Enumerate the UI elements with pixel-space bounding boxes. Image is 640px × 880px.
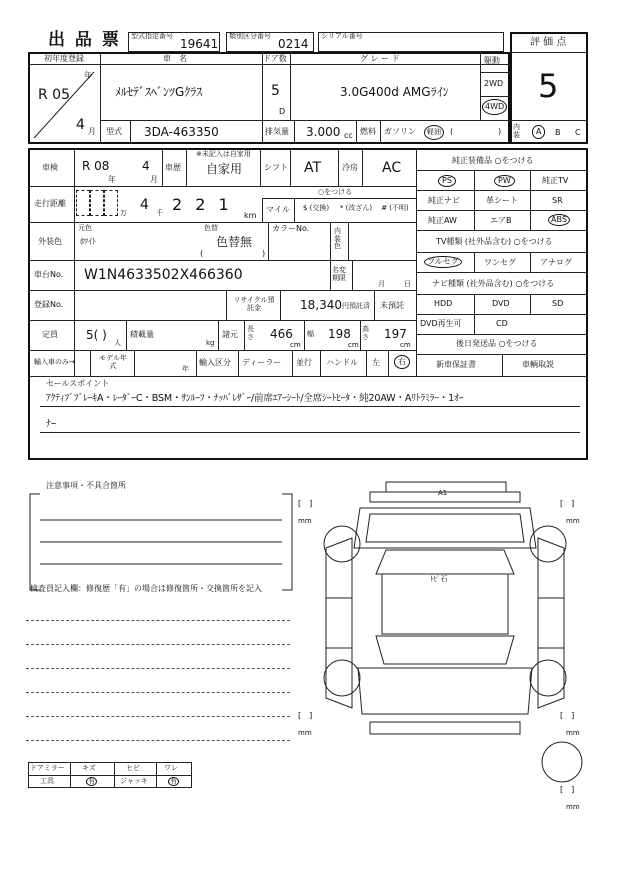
inspection-year: R 08 [82,159,110,173]
class-no: 0214 [278,37,309,51]
fuel-gasoline: ガソリン [384,127,416,136]
equip-pw: PW [494,175,515,187]
interior-label: 内装 [513,123,520,139]
damage-roof: ﾄﾋﾟ石 [430,575,448,583]
drive-2wd: 2WD [484,79,504,88]
interior-b: B [555,128,561,137]
damage-a1: A1 [438,489,448,497]
navi-dvd: DVD [492,299,510,308]
width-value: 198 [328,327,351,341]
import-label: 輸入車のみ→ [34,358,75,366]
form-title: 出 品 票 [48,30,121,50]
score-label: 評 価 点 [530,37,567,48]
grade-label: グ レ ー ド [360,54,400,63]
history-value: 自家用 [206,162,243,176]
equip-sr: SR [552,196,563,205]
car-name: ﾒﾙｾﾃﾞｽﾍﾞﾝﾂGｸﾗｽ [115,85,203,99]
equip-airbag: エアB [490,216,512,225]
tv-oneseg: ワンセグ [484,258,516,267]
interior-c: C [575,128,581,137]
vin-label: 車台No. [34,270,64,279]
length-value: 466 [270,327,293,341]
mile-label: マイル [266,205,290,214]
first-reg-label: 初年度登録 [44,54,84,63]
interior-color-label: 内装色 [334,227,341,251]
circle-note: ○をつける [318,188,353,196]
first-reg-month: 4 [76,117,85,133]
first-reg-month-unit: 月 [88,127,96,136]
accessory-warranty: 新車保証書 [436,360,476,369]
drive-4wd: 4WD [482,99,507,115]
displacement-label: 排気量 [265,127,289,136]
tools-present: 有 [88,777,95,785]
tv-fullseg: フルセグ [424,256,462,268]
sales-label: セールスポイント [46,379,110,388]
repaint-value: 色替無 [216,235,253,249]
model-value: 3DA-463350 [144,125,219,139]
inspection-month: 4 [142,159,150,173]
tv-title: TV種類 (社外品含む) ○をつける [436,237,553,246]
dims-label: 諸元 [222,330,238,339]
handle-left: 左 [372,358,380,367]
equip-navi: 純正ナビ [428,196,460,205]
navi-hdd: HDD [434,299,453,308]
fuel-paren: ( [450,127,454,136]
history-note: ※未記入は自家用 [196,150,251,158]
import-dealer: ディーラー [242,358,282,367]
doors-label: ドア数 [263,54,287,63]
sales-line-1: ｱｸﾃｨﾌﾞﾌﾞﾚｰｷA・ﾚｰﾀﾞｰC・BSM・ｻﾝﾙｰﾌ・ﾅｯﾊﾟﾚｻﾞｰ/前席ｴｱｰｼｰﾄ/全席ｼｰﾄﾋｰﾀ・純20AW・Aﾘﾄﾗﾐﾗｰ・1ｵｰ [46,393,464,404]
first-reg-year-unit: 年 [84,71,92,80]
model-label: 型式 [106,127,122,136]
displacement-value: 3.000 [306,125,341,139]
first-reg-era: R 05 [38,87,70,103]
opt-exchange: $ (交換) [302,204,330,212]
handle-right: 右 [394,355,410,369]
tv-analog: アナログ [540,258,572,267]
door-suffix: D [279,107,286,116]
opt-unknown: # (不明) [381,204,409,212]
recycle-label: リサイクル預託金 [233,296,275,313]
serial-label: シリアル番号 [321,32,363,40]
fuel-diesel: 軽油 [424,125,444,140]
grade-value: 3.0G400d AMGﾗｲﾝ [340,85,449,99]
car-name-label: 車 名 [163,54,187,63]
opt-tampered: * (改ざん) [339,204,373,212]
navi-dvd-play: DVD再生可 [420,319,462,328]
navi-cd: CD [496,319,508,328]
load-label: 積載量 [130,330,154,339]
mileage-label: 走行距離 [34,199,66,208]
equip-abs: ABS [548,214,570,226]
notes-label: 注意事項・不具合箇所 [46,481,126,490]
fuel-label: 燃料 [360,127,376,136]
navi-sd: SD [552,299,564,308]
not-deposited: 未預託 [380,301,404,310]
equip-ps: PS [438,175,456,187]
drive-label: 駆動 [484,56,500,65]
score-value: 5 [538,67,559,105]
import-parallel: 並行 [296,358,312,367]
sales-line-2: ﾅｰ [46,419,56,430]
type-cert-no: 19641 [180,37,219,51]
import-class-label: 輸入区分 [199,358,231,367]
ac-label: 冷房 [342,163,358,172]
accessory-title: 後日発送品 ○をつける [456,339,538,348]
equip-title: 純正装備品 ○をつける [452,156,534,165]
inspector-label: 検査員記入欄：修復歴「有」の場合は修復箇所・交換箇所を記入 [30,584,262,593]
height-value: 197 [384,327,407,341]
inspection-label: 車検 [42,163,58,172]
equip-aw: 純正AW [428,216,457,225]
capacity-label: 定員 [42,330,58,339]
vin-value: W1N4633502X466360 [84,267,243,283]
name-change-label: 名変期限 [332,266,346,283]
color-no-label: カラーNo. [272,224,310,233]
recycle-amount: 18,340 [300,298,342,312]
car-diagram [300,478,600,808]
mileage-rest: 2 2 1 [172,195,233,214]
handle-label: ハンドル [326,358,358,367]
door-count: 5 [271,83,280,99]
accessory-manual: 車輌取説 [522,360,554,369]
class-label: 類別区分番号 [229,32,271,40]
jack-present: 有 [170,777,177,785]
capacity-value: 5( ) [86,328,107,342]
navi-title: ナビ種類 (社外品含む) ○をつける [432,279,555,288]
color-label: 外装色 [38,237,62,246]
mileage-ten-thousand: 4 [140,197,149,213]
notes-bracket [26,486,296,596]
shift-value: AT [304,160,322,176]
reg-no-label: 登録No. [34,300,64,309]
cc-unit: cc [344,131,353,140]
type-cert-label: 型式指定番号 [131,32,173,40]
ac-value: AC [382,160,402,176]
interior-a: A [532,125,545,139]
equip-tv: 純正TV [542,176,569,185]
shift-label: シフト [264,163,288,172]
equip-leather: 革シート [486,196,518,205]
model-year-label: モデル年式 [99,354,127,371]
history-label: 車歴 [165,163,181,172]
orig-color: ﾎﾜｲﾄ [80,237,96,246]
